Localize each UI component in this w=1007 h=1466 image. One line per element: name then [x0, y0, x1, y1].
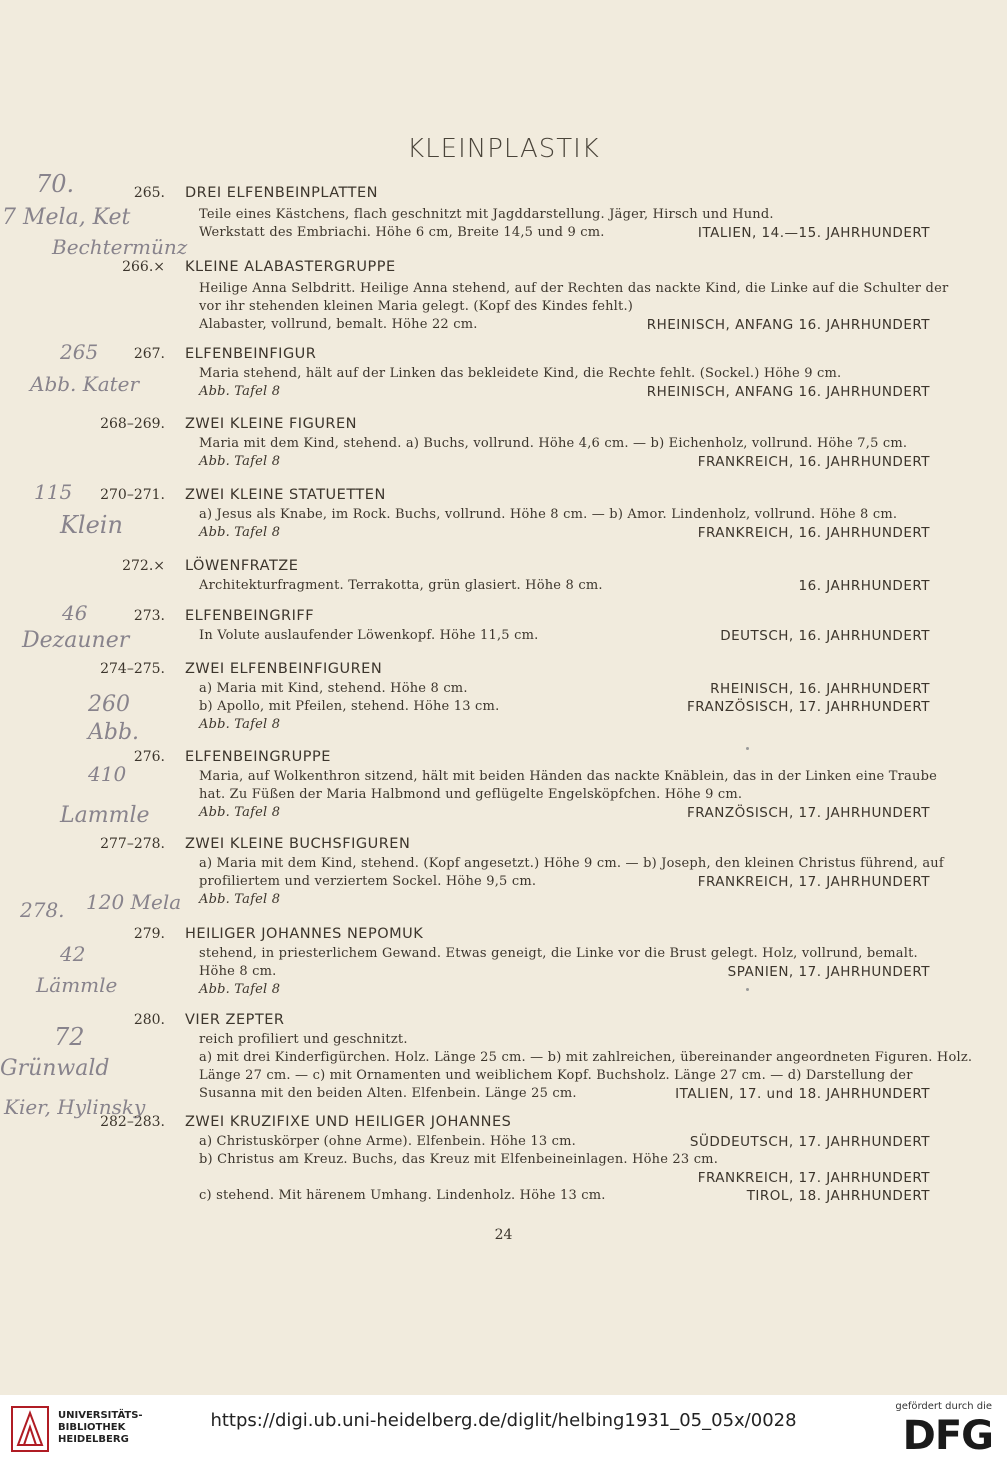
description-text: c) stehend. Mit härenem Umhang. Lindenholz. Höhe 13 cm.	[199, 1188, 606, 1203]
library-name-line: HEIDELBERG	[58, 1434, 129, 1445]
lot-number: 276.	[133, 749, 165, 765]
lot-heading: HEILIGER JOHANNES NEPOMUK	[185, 926, 424, 942]
origin-date: FRANKREICH, 16. JAHRHUNDERT	[697, 454, 930, 470]
plate-reference: Abb. Tafel 8	[199, 384, 281, 399]
plate-reference: Abb. Tafel 8	[199, 525, 281, 540]
lot-number: 270–271.	[100, 487, 165, 503]
handwritten-note: 410	[88, 762, 127, 786]
handwritten-note: 120 Mela	[86, 890, 182, 914]
handwritten-note: Grünwald	[0, 1056, 110, 1081]
handwritten-note: Abb. Kater	[30, 372, 140, 396]
origin-date: RHEINISCH, 16. JAHRHUNDERT	[710, 681, 930, 697]
origin-date: 16. JAHRHUNDERT	[798, 578, 930, 594]
description-text: Maria, auf Wolkenthron sitzend, hält mit beiden Händen das nackte Knäblein, das in der Linken eine Traube	[199, 769, 937, 784]
description-text: Susanna mit den beiden Alten. Elfenbein. Länge 25 cm.	[199, 1086, 577, 1101]
lot-number: 282–283.	[100, 1114, 165, 1130]
handwritten-note: Lämmle	[36, 973, 118, 997]
origin-date: DEUTSCH, 16. JAHRHUNDERT	[720, 628, 930, 644]
description-text: In Volute auslaufender Löwenkopf. Höhe 11,5 cm.	[199, 628, 539, 643]
description-text: Höhe 8 cm.	[199, 964, 277, 979]
lot-number: 268–269.	[100, 416, 165, 432]
handwritten-note: Dezauner	[22, 628, 130, 653]
lot-heading: ELFENBEINFIGUR	[185, 346, 317, 362]
description-text: a) Maria mit dem Kind, stehend. (Kopf angesetzt.) Höhe 9 cm. — b) Joseph, den kleinen Christus führend, auf	[199, 856, 944, 871]
description-text: b) Apollo, mit Pfeilen, stehend. Höhe 13 cm.	[199, 699, 500, 714]
footer-bar	[0, 1395, 1007, 1466]
permalink-url[interactable]: https://digi.ub.uni-heidelberg.de/diglit/helbing1931_05_05x/0028	[210, 1410, 797, 1431]
handwritten-note: Kier, Hylinsky	[4, 1095, 146, 1119]
lot-number: 266.×	[122, 259, 165, 275]
lot-heading: ZWEI KRUZIFIXE UND HEILIGER JOHANNES	[185, 1114, 512, 1130]
description-text: Architekturfragment. Terrakotta, grün glasiert. Höhe 8 cm.	[199, 578, 603, 593]
description-text: Alabaster, vollrund, bemalt. Höhe 22 cm.	[199, 317, 478, 332]
handwritten-note: 7 Mela, Ket	[2, 205, 131, 230]
lot-number: 279.	[133, 926, 165, 942]
lot-heading: VIER ZEPTER	[185, 1012, 285, 1028]
handwritten-note: 42	[60, 942, 86, 966]
description-text: a) Jesus als Knabe, im Rock. Buchs, vollrund. Höhe 8 cm. — b) Amor. Lindenholz, vollrund. Höhe 8 cm.	[199, 507, 898, 522]
description-text: Maria stehend, hält auf der Linken das bekleidete Kind, die Rechte fehlt. (Sockel.) Höhe 9 cm.	[199, 366, 842, 381]
description-text: vor ihr stehenden kleinen Maria gelegt. (Kopf des Kindes fehlt.)	[199, 299, 634, 314]
handwritten-note: 260	[88, 692, 130, 717]
lot-heading: ZWEI KLEINE STATUETTEN	[185, 487, 386, 503]
origin-date: FRANKREICH, 17. JAHRHUNDERT	[697, 1170, 930, 1186]
lot-number: 277–278.	[100, 836, 165, 852]
speck	[746, 747, 749, 750]
description-text: Heilige Anna Selbdritt. Heilige Anna stehend, auf der Rechten das nackte Kind, die Linke auf die Schulter der	[199, 281, 949, 296]
handwritten-note: 278.	[20, 898, 65, 922]
origin-date: SPANIEN, 17. JAHRHUNDERT	[727, 964, 930, 980]
library-name-line: UNIVERSITÄTS-	[58, 1410, 143, 1421]
speck	[746, 988, 749, 991]
lot-number: 267.	[133, 346, 165, 362]
lot-heading: ZWEI ELFENBEINFIGUREN	[185, 661, 383, 677]
handwritten-note: 115	[34, 480, 73, 504]
plate-reference: Abb. Tafel 8	[199, 454, 281, 469]
origin-date: ITALIEN, 14.—15. JAHRHUNDERT	[697, 225, 930, 241]
lot-number: 274–275.	[100, 661, 165, 677]
page-number: 24	[494, 1227, 513, 1243]
handwritten-note: 46	[62, 601, 88, 625]
plate-reference: Abb. Tafel 8	[199, 982, 281, 997]
handwritten-note: 70.	[36, 170, 75, 198]
lot-heading: ZWEI KLEINE BUCHSFIGUREN	[185, 836, 411, 852]
description-text: a) Maria mit Kind, stehend. Höhe 8 cm.	[199, 681, 468, 696]
origin-date: FRANKREICH, 16. JAHRHUNDERT	[697, 525, 930, 541]
lot-heading: ZWEI KLEINE FIGUREN	[185, 416, 358, 432]
origin-date: TIROL, 18. JAHRHUNDERT	[746, 1188, 930, 1204]
lot-heading: ELFENBEINGRIFF	[185, 608, 315, 624]
description-text: profiliertem und verziertem Sockel. Höhe 9,5 cm.	[199, 874, 537, 889]
origin-date: ITALIEN, 17. und 18. JAHRHUNDERT	[675, 1086, 930, 1102]
description-text: Werkstatt des Embriachi. Höhe 6 cm, Breite 14,5 und 9 cm.	[199, 225, 605, 240]
lot-number: 265.	[133, 185, 165, 201]
handwritten-note: Bechtermünz	[52, 235, 188, 259]
origin-date: RHEINISCH, ANFANG 16. JAHRHUNDERT	[646, 317, 930, 333]
description-text: b) Christus am Kreuz. Buchs, das Kreuz mit Elfenbeineinlagen. Höhe 23 cm.	[199, 1152, 719, 1167]
description-text: Maria mit dem Kind, stehend. a) Buchs, vollrund. Höhe 4,6 cm. — b) Eichenholz, vollrund. Höhe 7,5 cm.	[199, 436, 908, 451]
funded-by-label: gefördert durch die	[895, 1401, 992, 1412]
description-text: Länge 27 cm. — c) mit Ornamenten und weiblichem Kopf. Buchsholz. Länge 27 cm. — d) Darstellung der	[199, 1068, 913, 1083]
handwritten-note: Abb.	[88, 720, 140, 745]
description-text: a) mit drei Kinderfigürchen. Holz. Länge 25 cm. — b) mit zahlreichen, übereinander angeordneten Figuren. Holz.	[199, 1050, 973, 1065]
handwritten-note: Klein	[60, 511, 123, 539]
lot-number: 272.×	[122, 558, 165, 574]
description-text: reich profiliert und geschnitzt.	[199, 1032, 408, 1047]
plate-reference: Abb. Tafel 8	[199, 805, 281, 820]
origin-date: FRANKREICH, 17. JAHRHUNDERT	[697, 874, 930, 890]
handwritten-note: 265	[60, 340, 99, 364]
description-text: stehend, in priesterlichem Gewand. Etwas geneigt, die Linke vor die Brust gelegt. Holz, vollrund, bemalt.	[199, 946, 918, 961]
lot-number: 280.	[133, 1012, 165, 1028]
origin-date: SÜDDEUTSCH, 17. JAHRHUNDERT	[689, 1134, 930, 1150]
library-name-line: BIBLIOTHEK	[58, 1422, 126, 1433]
page-title: KLEINPLASTIK	[407, 134, 600, 164]
lot-heading: ELFENBEINGRUPPE	[185, 749, 331, 765]
lot-heading: LÖWENFRATZE	[185, 558, 299, 574]
origin-date: RHEINISCH, ANFANG 16. JAHRHUNDERT	[646, 384, 930, 400]
origin-date: FRANZÖSISCH, 17. JAHRHUNDERT	[686, 699, 930, 715]
lot-heading: DREI ELFENBEINPLATTEN	[185, 185, 379, 201]
plate-reference: Abb. Tafel 8	[199, 717, 281, 732]
handwritten-note: Lammle	[60, 803, 150, 828]
plate-reference: Abb. Tafel 8	[199, 892, 281, 907]
description-text: Teile eines Kästchens, flach geschnitzt mit Jagddarstellung. Jäger, Hirsch und Hund.	[199, 207, 774, 222]
description-text: a) Christuskörper (ohne Arme). Elfenbein. Höhe 13 cm.	[199, 1134, 577, 1149]
handwritten-note: 72	[54, 1023, 85, 1051]
lot-heading: KLEINE ALABASTERGRUPPE	[185, 259, 396, 275]
lot-number: 273.	[133, 608, 165, 624]
dfg-logo: DFG	[902, 1413, 993, 1459]
origin-date: FRANZÖSISCH, 17. JAHRHUNDERT	[686, 805, 930, 821]
description-text: hat. Zu Füßen der Maria Halbmond und geflügelte Engelsköpfchen. Höhe 9 cm.	[199, 787, 743, 802]
